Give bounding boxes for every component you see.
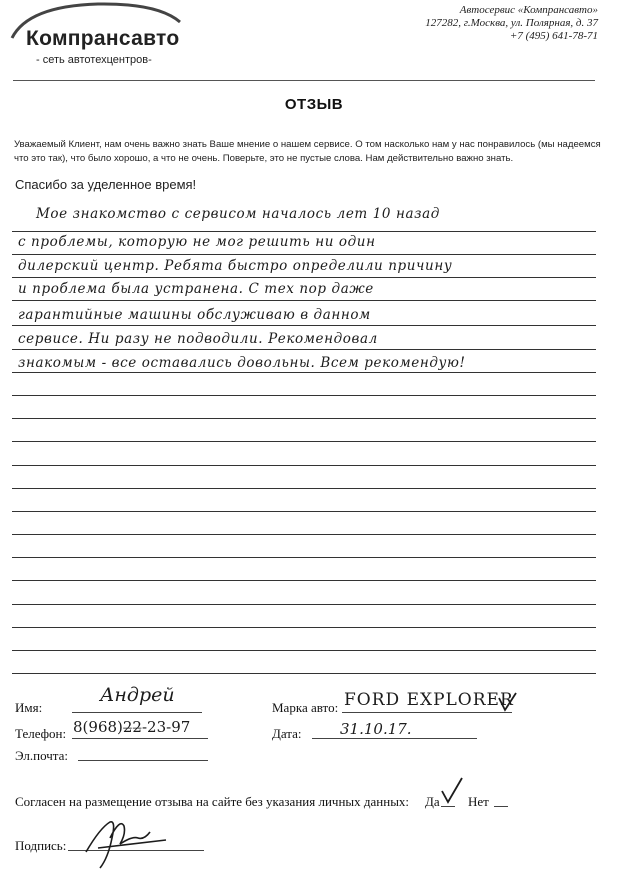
rule-line xyxy=(12,254,596,255)
rule-line xyxy=(12,372,596,373)
thanks-text: Спасибо за уделенное время! xyxy=(15,177,197,192)
consent-no-line xyxy=(494,806,508,807)
phone-value: 8(968)2̶2̶-23-97 xyxy=(73,718,191,736)
consent-check-icon xyxy=(440,776,464,806)
rule-line xyxy=(12,349,596,350)
header-divider xyxy=(13,80,595,81)
rule-line xyxy=(12,277,596,278)
rule-line xyxy=(12,511,596,512)
form-intro: Уважаемый Клиент, нам очень важно знать Ваше мнение о нашем сервисе. О том насколько нам у нас понравилось (мы надеемся что это так), что было хорошо, а что не очень. Поверьте, это не пустые слова. Нам действительно важно знать. xyxy=(14,139,601,164)
phone-label: Телефон: xyxy=(15,726,67,741)
date-value: 31.10.17. xyxy=(340,720,412,738)
consent-yes-line xyxy=(441,806,455,807)
review-line: и проблема была устранена. С тех пор даже xyxy=(18,281,374,297)
rule-line xyxy=(12,604,596,605)
email-field-line xyxy=(78,760,208,761)
rule-line xyxy=(12,325,596,326)
review-line: дилерский центр. Ребята быстро определили причину xyxy=(18,258,453,274)
review-line: гарантийные машины обслуживаю в данном xyxy=(18,307,371,323)
rule-line xyxy=(12,627,596,628)
rule-line xyxy=(12,673,596,674)
consent-yes-label[interactable]: Да xyxy=(425,794,440,809)
address-line-phone: +7 (495) 641-78-71 xyxy=(509,30,598,42)
rule-line xyxy=(12,650,596,651)
car-field-line xyxy=(342,712,512,713)
address-line-street: 127282, г.Москва, ул. Полярная, д. 37 xyxy=(425,17,598,29)
name-value: Андрей xyxy=(100,684,175,706)
rule-line xyxy=(12,557,596,558)
rule-line xyxy=(12,395,596,396)
review-line: с проблемы, которую не мог решить ни один xyxy=(18,234,376,250)
rule-line xyxy=(12,418,596,419)
rule-line xyxy=(12,231,596,232)
company-tagline: - сеть автотехцентров- xyxy=(36,54,152,66)
address-line-name: Автосервис «Компрансавто» xyxy=(459,4,598,16)
rule-line xyxy=(12,488,596,489)
name-field-line xyxy=(72,712,202,713)
phone-field-line xyxy=(72,738,208,739)
car-label: Марка авто: xyxy=(272,700,339,715)
consent-text: Согласен на размещение отзыва на сайте без указания личных данных: xyxy=(15,794,410,809)
date-field-line xyxy=(312,738,477,739)
date-label: Дата: xyxy=(272,726,302,741)
name-label: Имя: xyxy=(15,700,43,715)
rule-line xyxy=(12,465,596,466)
company-address xyxy=(425,4,598,43)
rule-line xyxy=(12,580,596,581)
form-title: ОТЗЫВ xyxy=(284,96,344,113)
review-line: Мое знакомство с сервисом началось лет 10 назад xyxy=(36,206,440,222)
rule-line xyxy=(12,300,596,301)
car-value: FORD EXPLORER xyxy=(344,690,514,710)
review-line: сервисе. Ни разу не подводили. Рекомендовал xyxy=(18,331,378,347)
email-label: Эл.почта: xyxy=(15,748,69,763)
review-line: знакомым - все оставались довольны. Всем рекомендую! xyxy=(18,355,466,371)
signature-label: Подпись: xyxy=(15,838,67,853)
car-mark-check-icon xyxy=(496,690,520,714)
rule-line xyxy=(12,534,596,535)
handwritten-signature xyxy=(80,808,170,872)
consent-no-label[interactable]: Нет xyxy=(468,794,489,809)
company-logo: Компрансавто xyxy=(26,27,180,50)
rule-line xyxy=(12,441,596,442)
